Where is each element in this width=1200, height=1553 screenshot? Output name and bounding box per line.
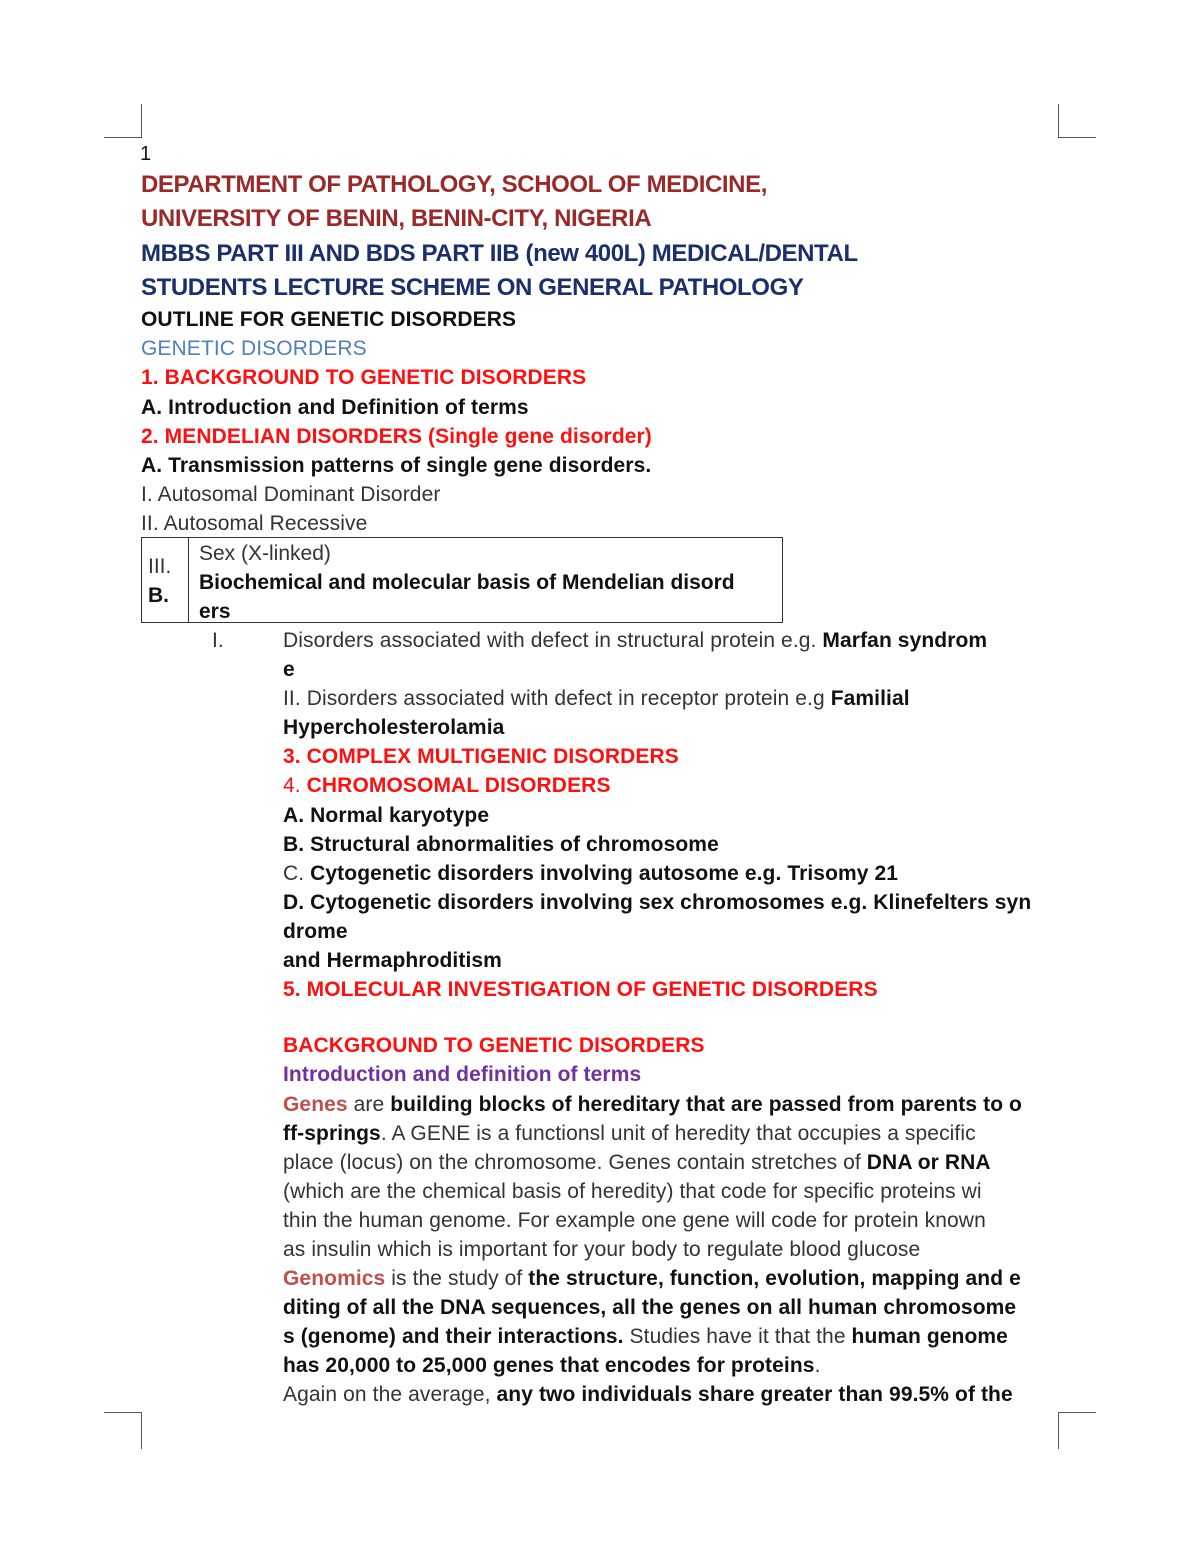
genomics-paragraph-line-4 [283,1351,821,1380]
outline-item-4d: D. Cytogenetic disorders involving sex chromosomes e.g. Klinefelters syn [283,891,1032,914]
outline-item-b-i-cont: e [283,658,295,681]
genomics-paragraph-line-1 [283,1264,1021,1293]
outline-section-5: 5. MOLECULAR INVESTIGATION OF GENETIC DISORDERS [283,978,878,1001]
page-number: 1 [140,143,152,165]
outline-section-2: 2. MENDELIAN DISORDERS (Single gene disorder) [141,425,652,448]
genomics-line-3-text: Studies have it that the [623,1325,852,1348]
again-line-1-text: Again on the average, [283,1383,497,1406]
genomics-line-4-bold: has 20,000 to 25,000 genes that encodes for proteins [283,1354,815,1377]
genes-line-2-bold: ff-springs [283,1122,381,1145]
crop-mark-bottom-right [1058,1412,1096,1449]
outline-item-b-ii-cont: Hypercholesterolamia [283,716,505,739]
header-scheme: STUDENTS LECTURE SCHEME ON GENERAL PATHOLOGY [141,274,804,301]
term-genomics: Genomics [283,1267,386,1290]
outline-item-b-ii-bold: Familial [830,687,910,710]
genes-line-2-text: . A GENE is a functionsl unit of heredity that occupies a specific [380,1122,976,1145]
outline-section-4-number: 4. [283,774,307,797]
outline-item-4c [283,859,898,888]
genes-paragraph-line-6: as insulin which is important for your body to regulate blood glucose [283,1238,921,1261]
genes-paragraph-line-3 [283,1148,991,1177]
outline-title: OUTLINE FOR GENETIC DISORDERS [141,308,517,331]
outline-item-b-i-number: I. [212,629,224,652]
crop-mark-bottom-left [104,1412,142,1449]
outline-subtitle: GENETIC DISORDERS [141,337,367,360]
outline-item-b-ii-text: II. Disorders associated with defect in receptor protein e.g [283,687,831,710]
outline-item-b-i-text: Disorders associated with defect in structural protein e.g. [283,629,823,652]
crop-mark-top-left [104,104,142,138]
outline-item-4d-cont2: and Hermaphroditism [283,949,502,972]
outline-item-b-ii [283,684,910,713]
genes-line-1-text: are [347,1093,391,1116]
outline-section-4 [283,771,611,800]
outline-item-4c-text: Cytogenetic disorders involving autosome e.g. Trisomy 21 [310,862,899,885]
genomics-paragraph-line-2: diting of all the DNA sequences, all the genes on all human chromosome [283,1296,1017,1319]
genomics-paragraph-line-3 [283,1322,1008,1351]
outline-item-b-i-bold: Marfan syndrom [822,629,988,652]
header-programme: MBBS PART III AND BDS PART IIB (new 400L) MEDICAL/DENTAL [141,240,858,267]
genes-line-1-bold: building blocks of hereditary that are passed from parents to o [390,1093,1022,1116]
again-paragraph-line-1 [283,1380,1013,1409]
genes-paragraph-line-2 [283,1119,976,1148]
outline-section-3: 3. COMPLEX MULTIGENIC DISORDERS [283,745,679,768]
genes-paragraph-line-4: (which are the chemical basis of heredity) that code for specific proteins wi [283,1180,982,1203]
genomics-line-3-bold: s (genome) and their interactions. [283,1325,624,1348]
outline-item-2a-i: I. Autosomal Dominant Disorder [141,483,441,506]
outline-item-4b: B. Structural abnormalities of chromosome [283,833,719,856]
genes-paragraph-line-5: thin the human genome. For example one gene will code for protein known [283,1209,986,1232]
again-line-1-bold: any two individuals share greater than 99.5% of the [496,1383,1013,1406]
outline-item-4a: A. Normal karyotype [283,804,490,827]
outline-item-1a: A. Introduction and Definition of terms [141,396,529,419]
table-cell-biochemical-cont: ers [199,600,231,623]
outline-item-4c-number: C. [283,862,311,885]
genomics-line-1-bold: the structure, function, evolution, mapping and e [528,1267,1021,1290]
genes-paragraph-line-1 [283,1090,1022,1119]
outline-section-1: 1. BACKGROUND TO GENETIC DISORDERS [141,366,587,389]
table-cell-sex-linked: Sex (X-linked) [199,542,331,565]
genes-line-3-text: place (locus) on the chromosome. Genes contain stretches of [283,1151,867,1174]
body-subheading: Introduction and definition of terms [283,1063,642,1086]
table-cell-biochemical: Biochemical and molecular basis of Mendelian disord [199,571,735,594]
genes-line-3-bold: DNA or RNA [866,1151,991,1174]
header-university: UNIVERSITY OF BENIN, BENIN-CITY, NIGERIA [141,205,652,232]
term-genes: Genes [283,1093,348,1116]
header-department: DEPARTMENT OF PATHOLOGY, SCHOOL OF MEDICINE, [141,171,767,198]
outline-item-4d-cont: drome [283,920,348,943]
body-heading: BACKGROUND TO GENETIC DISORDERS [283,1034,705,1057]
outline-item-b-i [283,626,987,655]
genomics-line-1-text: is the study of [385,1267,529,1290]
table-number-iii: III. [148,555,172,578]
genomics-line-4-text: . [814,1354,821,1377]
outline-item-2a: A. Transmission patterns of single gene disorders. [141,454,652,477]
outline-item-2a-ii: II. Autosomal Recessive [141,512,368,535]
genomics-line-3-bold-end: human genome [851,1325,1008,1348]
outline-section-4-title: CHROMOSOMAL DISORDERS [306,774,611,797]
crop-mark-top-right [1058,104,1096,138]
table-divider [188,538,189,622]
outline-table [141,537,783,623]
table-number-b: B. [148,584,169,607]
